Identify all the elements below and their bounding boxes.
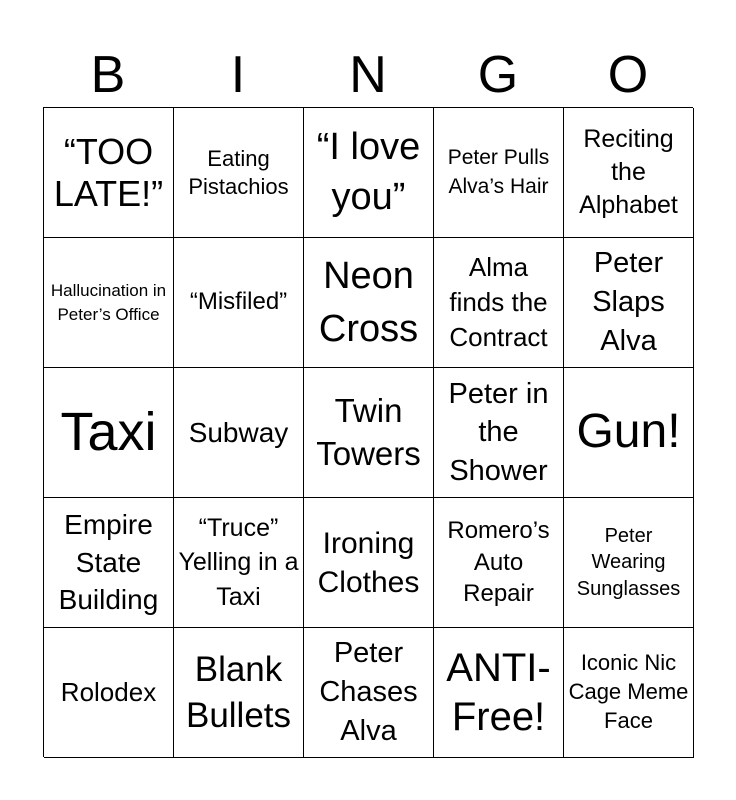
bingo-cell[interactable] xyxy=(174,628,304,758)
cell-label: Peter Wearing Sunglasses xyxy=(576,524,681,600)
header-letter-g: G xyxy=(477,46,519,104)
bingo-cell[interactable] xyxy=(44,628,174,758)
bingo-cell[interactable] xyxy=(564,238,694,368)
bingo-cell[interactable] xyxy=(304,108,434,238)
bingo-cell[interactable] xyxy=(174,108,304,238)
bingo-cell[interactable] xyxy=(434,108,564,238)
cell-label: Alma finds the Contract xyxy=(449,251,548,353)
header-letter-n: N xyxy=(349,46,387,104)
cell-label: Taxi xyxy=(60,401,157,462)
bingo-cell[interactable] xyxy=(564,368,694,498)
cell-label: Gun! xyxy=(576,405,681,459)
bingo-cell[interactable] xyxy=(44,368,174,498)
bingo-cell[interactable] xyxy=(564,628,694,758)
cell-label: Subway xyxy=(188,416,289,448)
bingo-cell[interactable] xyxy=(44,238,174,368)
bingo-cell[interactable] xyxy=(304,498,434,628)
bingo-cell[interactable] xyxy=(304,628,434,758)
header-letter-o: O xyxy=(607,46,649,104)
bingo-cell[interactable] xyxy=(304,368,434,498)
cell-label: Peter in the Shower xyxy=(448,378,549,487)
cell-label: Romero’s Auto Repair xyxy=(447,516,550,608)
cell-label: Neon Cross xyxy=(318,255,419,350)
cell-label: Eating Pistachios xyxy=(188,146,289,199)
cell-label: “I love you” xyxy=(316,126,421,218)
bingo-cell[interactable] xyxy=(304,238,434,368)
bingo-cell[interactable] xyxy=(44,108,174,238)
cell-label: “Truce” Yelling in a Taxi xyxy=(178,513,299,611)
bingo-cell[interactable] xyxy=(434,628,564,758)
cell-label: ANTI-Free! xyxy=(446,645,551,739)
cell-label: Iconic Nic Cage Meme Face xyxy=(568,650,689,733)
bingo-cell[interactable] xyxy=(564,498,694,628)
cell-label: Peter Slaps Alva xyxy=(592,247,665,357)
header-letter-i: I xyxy=(230,46,246,104)
bingo-header xyxy=(43,44,693,106)
bingo-cell[interactable] xyxy=(434,498,564,628)
cell-label: Rolodex xyxy=(60,676,157,707)
cell-label: Empire State Building xyxy=(58,508,159,616)
cell-label: Blank Bullets xyxy=(185,650,292,735)
cell-label: Twin Towers xyxy=(316,391,421,472)
cell-label: Peter Pulls Alva’s Hair xyxy=(447,145,550,198)
cell-label: Hallucination in Peter’s Office xyxy=(50,280,167,324)
cell-label: Reciting the Alphabet xyxy=(579,125,678,219)
cell-label: “Misfiled” xyxy=(189,288,288,316)
bingo-cell[interactable] xyxy=(174,498,304,628)
bingo-cell[interactable] xyxy=(174,238,304,368)
bingo-cell[interactable] xyxy=(434,238,564,368)
bingo-cell[interactable] xyxy=(174,368,304,498)
bingo-board xyxy=(43,107,693,757)
header-letter-b: B xyxy=(90,46,126,104)
cell-label: Ironing Clothes xyxy=(317,526,420,599)
bingo-cell[interactable] xyxy=(44,498,174,628)
bingo-cell[interactable] xyxy=(564,108,694,238)
cell-label: Peter Chases Alva xyxy=(319,637,418,747)
cell-label: “TOO LATE!” xyxy=(53,131,164,214)
bingo-cell[interactable] xyxy=(434,368,564,498)
